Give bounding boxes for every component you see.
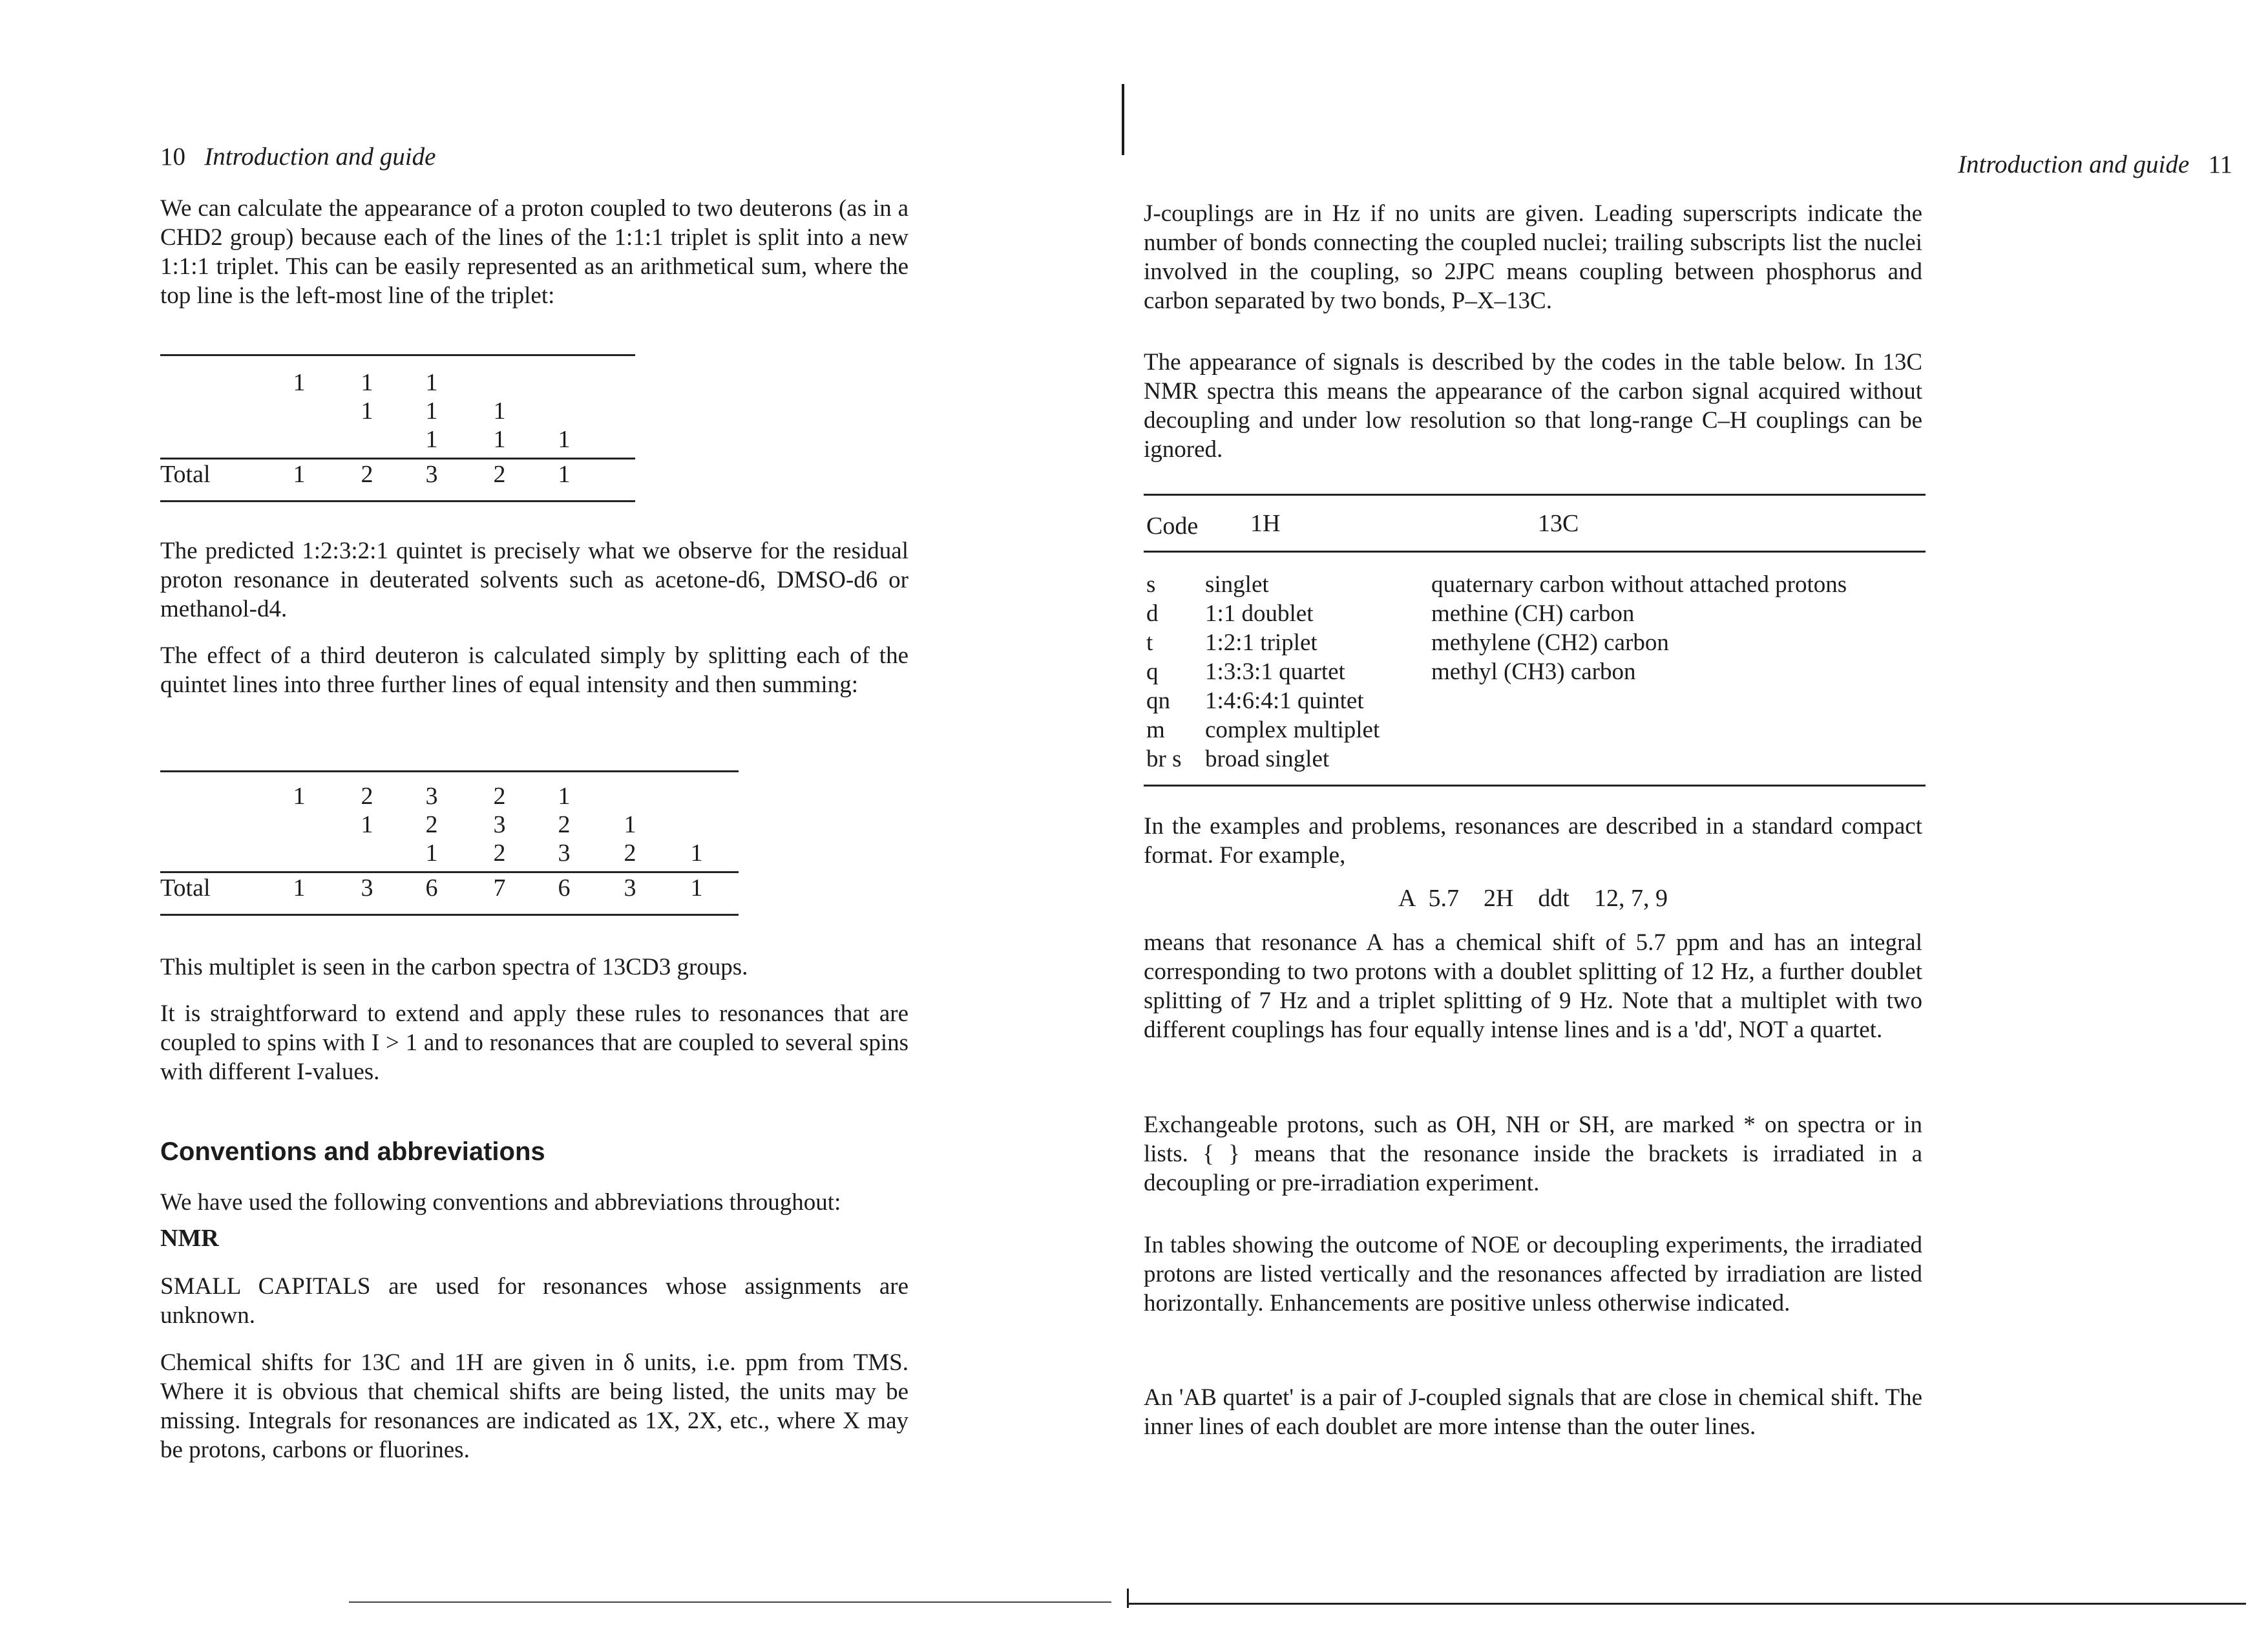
proton-cell: singlet xyxy=(1205,571,1269,598)
code-cell: br s xyxy=(1146,746,1182,772)
page-bottom-rule xyxy=(349,1601,1111,1603)
code-cell: q xyxy=(1146,659,1159,685)
column-header-13c: 13C xyxy=(1538,510,1579,537)
left-paragraph-7: SMALL CAPITALS are used for resonances whose assignments are unknown. xyxy=(160,1273,908,1329)
right-paragraph-4: means that resonance A has a chemical shift of 5.7 ppm and has an integral corresponding to two protons with a doublet splitting of 12 Hz, a further doublet splitting of 7 Hz and a triplet splitting of 9 Hz. Note that a multiplet with two different couplings has four equally intense lines and is a 'dd', NOT a quartet. xyxy=(1144,929,1922,1043)
proton-cell: complex multiplet xyxy=(1205,717,1380,743)
table-rule xyxy=(160,914,739,916)
total-cell: 6 xyxy=(425,874,438,902)
right-paragraph-1: J-couplings are in Hz if no units are given. Leading superscripts indicate the number of bonds connecting the coupled nuclei; trailing subscripts list the nuclei involved in the coupling, so 2JPC means coupling between phosphorus and carbon separated by two bonds, P–X–13C. xyxy=(1144,200,1922,314)
table-cell: 1 xyxy=(293,783,306,810)
code-cell: t xyxy=(1146,629,1153,656)
table-rule xyxy=(1144,551,1926,553)
table-rule xyxy=(160,354,635,356)
total-cell: 6 xyxy=(558,874,571,902)
table-cell: 1 xyxy=(293,369,306,396)
example-integral: 2H xyxy=(1483,885,1514,912)
carbon-cell: quaternary carbon without attached protons xyxy=(1431,571,1847,598)
right-page-header xyxy=(1958,150,2232,179)
total-cell: 1 xyxy=(690,874,703,902)
right-paragraph-6: In tables showing the outcome of NOE or decoupling experiments, the irradiated protons are listed vertically and the resonances affected by irradiation are listed horizontally. Enhancements are positive unless otherwise indicated. xyxy=(1144,1232,1922,1316)
right-paragraph-7: An 'AB quartet' is a pair of J-coupled signals that are close in chemical shift. The inner lines of each doublet are more intense than the outer lines. xyxy=(1144,1384,1922,1440)
left-page-number: 10 xyxy=(160,143,185,171)
example-line xyxy=(1144,884,1922,913)
proton-cell: 1:3:3:1 quartet xyxy=(1205,659,1345,685)
table-cell: 1 xyxy=(493,426,506,453)
carbon-cell: methylene (CH2) carbon xyxy=(1431,629,1669,656)
quintet-sum-table xyxy=(160,763,739,924)
right-paragraph-3: In the examples and problems, resonances are described in a standard compact format. For example, xyxy=(1144,813,1922,869)
code-cell: m xyxy=(1146,717,1165,743)
left-page-header xyxy=(160,142,436,171)
right-page xyxy=(1111,0,2268,1648)
table-rule xyxy=(160,871,739,873)
table-cell: 1 xyxy=(425,840,438,867)
table-cell: 2 xyxy=(425,811,438,838)
column-header-code: Code xyxy=(1146,512,1199,540)
left-paragraph-2: The predicted 1:2:3:2:1 quintet is precisely what we observe for the residual proton resonance in deuterated solvents such as acetone-d6, DMSO-d6 or methanol-d4. xyxy=(160,538,908,622)
table-rule xyxy=(160,458,635,460)
left-paragraph-4: This multiplet is seen in the carbon spectra of 13CD3 groups. xyxy=(160,954,748,980)
table-cell: 2 xyxy=(493,783,506,810)
left-paragraph-1: We can calculate the appearance of a proton coupled to two deuterons (as in a CHD2 group) because each of the lines of the 1:1:1 triplet is split into a new 1:1:1 triplet. This can be easily represented as an arithmetical sum, where the top line is the left-most line of the triplet: xyxy=(160,195,908,309)
total-cell: 7 xyxy=(493,874,506,902)
left-running-title: Introduction and guide xyxy=(204,143,436,171)
table-cell: 2 xyxy=(361,783,373,810)
table-cell: 3 xyxy=(558,840,571,867)
total-cell: 2 xyxy=(361,461,373,488)
right-page-number: 11 xyxy=(2208,151,2232,178)
proton-cell: broad singlet xyxy=(1205,746,1330,772)
table-cell: 1 xyxy=(361,811,373,838)
table-cell: 1 xyxy=(493,397,506,425)
table-cell: 1 xyxy=(558,783,571,810)
table-rule xyxy=(160,770,739,772)
code-cell: qn xyxy=(1146,688,1170,714)
example-multiplicity: ddt xyxy=(1538,885,1570,912)
total-cell: 3 xyxy=(624,874,636,902)
table-cell: 1 xyxy=(425,397,438,425)
proton-cell: 1:4:6:4:1 quintet xyxy=(1205,688,1364,714)
right-paragraph-2: The appearance of signals is described by the codes in the table below. In 13C NMR spectra this means the appearance of the carbon signal acquired without decoupling and under low resolution so that long-range C–H couplings can be ignored. xyxy=(1144,349,1922,463)
table-cell: 1 xyxy=(361,369,373,396)
left-paragraph-5: It is straightforward to extend and apply these rules to resonances that are coupled to spins with I > 1 and to resonances that are coupled to several spins with different I-values. xyxy=(160,1000,908,1085)
example-shift: 5.7 xyxy=(1428,885,1459,912)
table-cell: 1 xyxy=(690,840,703,867)
total-cell: 1 xyxy=(293,874,306,902)
table-cell: 2 xyxy=(493,840,506,867)
table-cell: 3 xyxy=(425,783,438,810)
example-label: A xyxy=(1398,885,1416,912)
table-cell: 1 xyxy=(425,369,438,396)
total-cell: 3 xyxy=(361,874,373,902)
right-paragraph-5: Exchangeable protons, such as OH, NH or SH, are marked * on spectra or in lists. { } means that the resonance inside the brackets is irradiated in a decoupling or pre-irradiation experiment. xyxy=(1144,1112,1922,1196)
column-header-1h: 1H xyxy=(1250,510,1281,537)
table-rule xyxy=(160,500,635,502)
page-bottom-rule xyxy=(1128,1603,2246,1605)
example-couplings: 12, 7, 9 xyxy=(1593,885,1668,912)
carbon-column xyxy=(1431,570,1922,686)
total-label: Total xyxy=(160,874,211,902)
total-cell: 2 xyxy=(493,461,506,488)
total-cell: 1 xyxy=(293,461,306,488)
table-cell: 1 xyxy=(624,811,636,838)
left-paragraph-3: The effect of a third deuteron is calculated simply by splitting each of the quintet lines into three further lines of equal intensity and then summing: xyxy=(160,642,908,698)
total-cell: 1 xyxy=(558,461,571,488)
table-cell: 3 xyxy=(493,811,506,838)
table-cell: 2 xyxy=(558,811,571,838)
right-running-title: Introduction and guide xyxy=(1958,151,2190,178)
nmr-heading: NMR xyxy=(160,1225,219,1252)
section-heading: Conventions and abbreviations xyxy=(160,1137,545,1166)
carbon-cell: methine (CH) carbon xyxy=(1431,600,1635,627)
carbon-cell: methyl (CH3) carbon xyxy=(1431,659,1636,685)
code-cell: s xyxy=(1146,571,1156,598)
left-page xyxy=(0,0,1111,1648)
table-rule xyxy=(1144,785,1926,787)
proton-cell: 1:1 doublet xyxy=(1205,600,1314,627)
total-cell: 3 xyxy=(425,461,438,488)
code-cell: d xyxy=(1146,600,1159,627)
proton-cell: 1:2:1 triplet xyxy=(1205,629,1318,656)
table-cell: 1 xyxy=(425,426,438,453)
left-paragraph-8: Chemical shifts for 13C and 1H are given in δ units, i.e. ppm from TMS. Where it is obvious that chemical shifts are being listed, the units may be missing. Integrals for resonances are indicated as 1X, 2X, etc., where X may be protons, carbons or fluorines. xyxy=(160,1349,908,1463)
total-label: Total xyxy=(160,461,211,488)
table-cell: 1 xyxy=(558,426,571,453)
table-cell: 2 xyxy=(624,840,636,867)
table-rule xyxy=(1144,494,1926,496)
signal-codes-table xyxy=(1144,491,1926,795)
triplet-sum-table xyxy=(160,349,635,511)
code-column xyxy=(1146,570,1208,774)
left-paragraph-6: We have used the following conventions and abbreviations throughout: xyxy=(160,1189,841,1216)
table-cell: 1 xyxy=(361,397,373,425)
